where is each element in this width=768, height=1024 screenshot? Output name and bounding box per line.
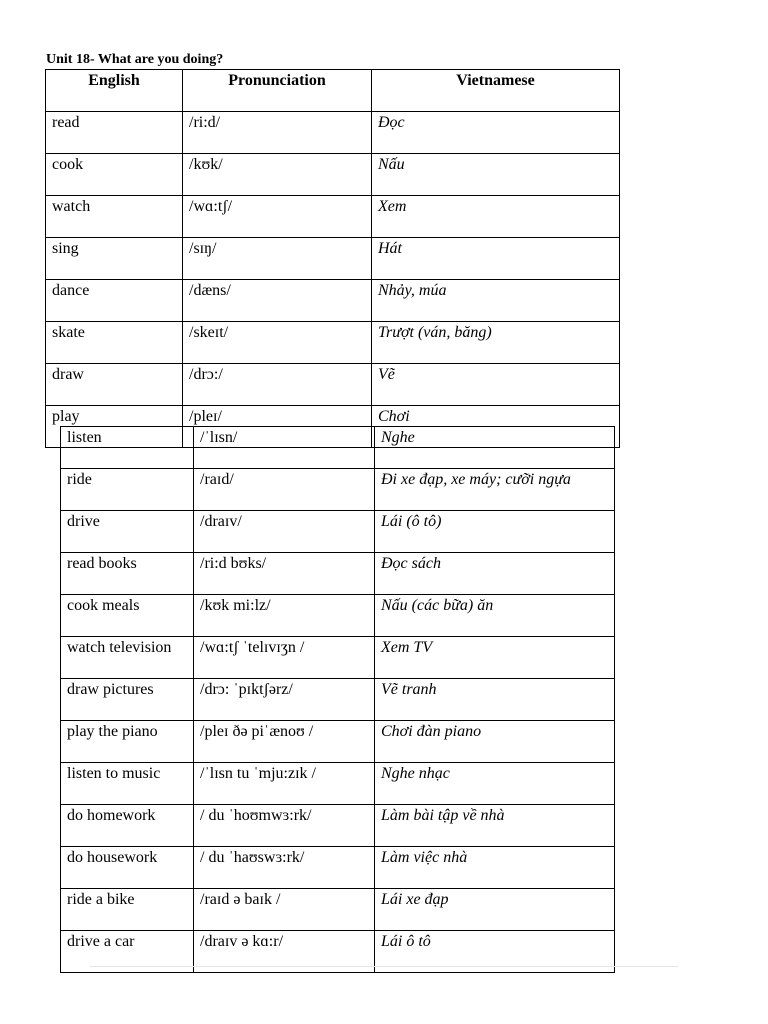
table-row [46, 112, 620, 154]
table-row [61, 889, 615, 931]
pronunciation-cell: /ri:d/ [183, 112, 372, 154]
pronunciation-cell: /draɪv ə kɑ:r/ [194, 931, 375, 973]
english-cell: cook meals [61, 595, 194, 637]
vietnamese-cell: Lái xe đạp [375, 889, 615, 931]
english-cell: play [46, 406, 183, 448]
table-row [61, 679, 615, 721]
pronunciation-cell: /raɪd ə baɪk / [194, 889, 375, 931]
table-row [61, 469, 615, 511]
vietnamese-cell: Vẽ tranh [375, 679, 615, 721]
vietnamese-cell: Chơi đàn piano [375, 721, 615, 763]
table-row [61, 427, 615, 469]
table-row [46, 364, 620, 406]
pronunciation-cell: /kʊk mi:lz/ [194, 595, 375, 637]
english-cell: ride a bike [61, 889, 194, 931]
table-row [61, 553, 615, 595]
vietnamese-cell: Nghe [375, 427, 615, 469]
table-row [61, 511, 615, 553]
table-row [61, 763, 615, 805]
english-cell: dance [46, 280, 183, 322]
vietnamese-cell: Nhảy, múa [372, 280, 620, 322]
vietnamese-cell: Đọc [372, 112, 620, 154]
english-cell: sing [46, 238, 183, 280]
table-row [61, 805, 615, 847]
english-cell: read books [61, 553, 194, 595]
pronunciation-cell: /ˈlɪsn tu ˈmju:zɪk / [194, 763, 375, 805]
english-cell: draw [46, 364, 183, 406]
vietnamese-cell: Lái (ô tô) [375, 511, 615, 553]
english-cell: read [46, 112, 183, 154]
vietnamese-cell: Làm bài tập về nhà [375, 805, 615, 847]
pronunciation-cell: /skeɪt/ [183, 322, 372, 364]
footer-divider [90, 966, 678, 967]
english-cell: play the piano [61, 721, 194, 763]
vietnamese-cell: Đi xe đạp, xe máy; cưỡi ngựa [375, 469, 615, 511]
table-row [46, 238, 620, 280]
vietnamese-cell: Trượt (ván, băng) [372, 322, 620, 364]
english-cell: listen to music [61, 763, 194, 805]
pronunciation-cell: / du ˈhaʊswɜ:rk/ [194, 847, 375, 889]
pronunciation-cell: /ˈlɪsn/ [194, 427, 375, 469]
table-row [46, 280, 620, 322]
table-header-row [46, 70, 620, 112]
pronunciation-cell: /wɑ:tʃ ˈtelɪvɪʒn / [194, 637, 375, 679]
vocabulary-table-2 [60, 426, 615, 973]
table-row [46, 196, 620, 238]
table-row [61, 721, 615, 763]
vietnamese-cell: Nấu (các bữa) ăn [375, 595, 615, 637]
english-cell: ride [61, 469, 194, 511]
vietnamese-cell: Nghe nhạc [375, 763, 615, 805]
english-cell: watch [46, 196, 183, 238]
page-title: Unit 18- What are you doing? [46, 52, 224, 67]
pronunciation-cell: /pleɪ ðə piˈænoʊ / [194, 721, 375, 763]
pronunciation-cell: /sɪŋ/ [183, 238, 372, 280]
vietnamese-cell: Hát [372, 238, 620, 280]
header-vietnamese: Vietnamese [372, 70, 620, 112]
english-cell: drive [61, 511, 194, 553]
pronunciation-cell: /drɔ:/ [183, 364, 372, 406]
english-cell: skate [46, 322, 183, 364]
header-english: English [46, 70, 183, 112]
table-row [46, 322, 620, 364]
vietnamese-cell: Đọc sách [375, 553, 615, 595]
pronunciation-cell: /drɔ: ˈpɪktʃərz/ [194, 679, 375, 721]
vietnamese-cell: Nấu [372, 154, 620, 196]
english-cell: watch television [61, 637, 194, 679]
pronunciation-cell: /dæns/ [183, 280, 372, 322]
english-cell: listen [61, 427, 194, 469]
pronunciation-cell: /pleɪ/ [183, 406, 372, 448]
vietnamese-cell: Lái ô tô [375, 931, 615, 973]
english-cell: cook [46, 154, 183, 196]
pronunciation-cell: /kʊk/ [183, 154, 372, 196]
english-cell: drive a car [61, 931, 194, 973]
header-pronunciation: Pronunciation [183, 70, 372, 112]
english-cell: do housework [61, 847, 194, 889]
english-cell: do homework [61, 805, 194, 847]
pronunciation-cell: /draɪv/ [194, 511, 375, 553]
vietnamese-cell: Làm việc nhà [375, 847, 615, 889]
table-row [46, 154, 620, 196]
pronunciation-cell: /wɑ:tʃ/ [183, 196, 372, 238]
vocabulary-table-1 [45, 69, 620, 448]
table-row [61, 847, 615, 889]
table-row [61, 595, 615, 637]
vietnamese-cell: Chơi [372, 406, 620, 448]
vietnamese-cell: Xem TV [375, 637, 615, 679]
vietnamese-cell: Xem [372, 196, 620, 238]
english-cell: draw pictures [61, 679, 194, 721]
pronunciation-cell: /ri:d bʊks/ [194, 553, 375, 595]
vietnamese-cell: Vẽ [372, 364, 620, 406]
pronunciation-cell: / du ˈhoʊmwɜ:rk/ [194, 805, 375, 847]
table-row [61, 637, 615, 679]
pronunciation-cell: /raɪd/ [194, 469, 375, 511]
